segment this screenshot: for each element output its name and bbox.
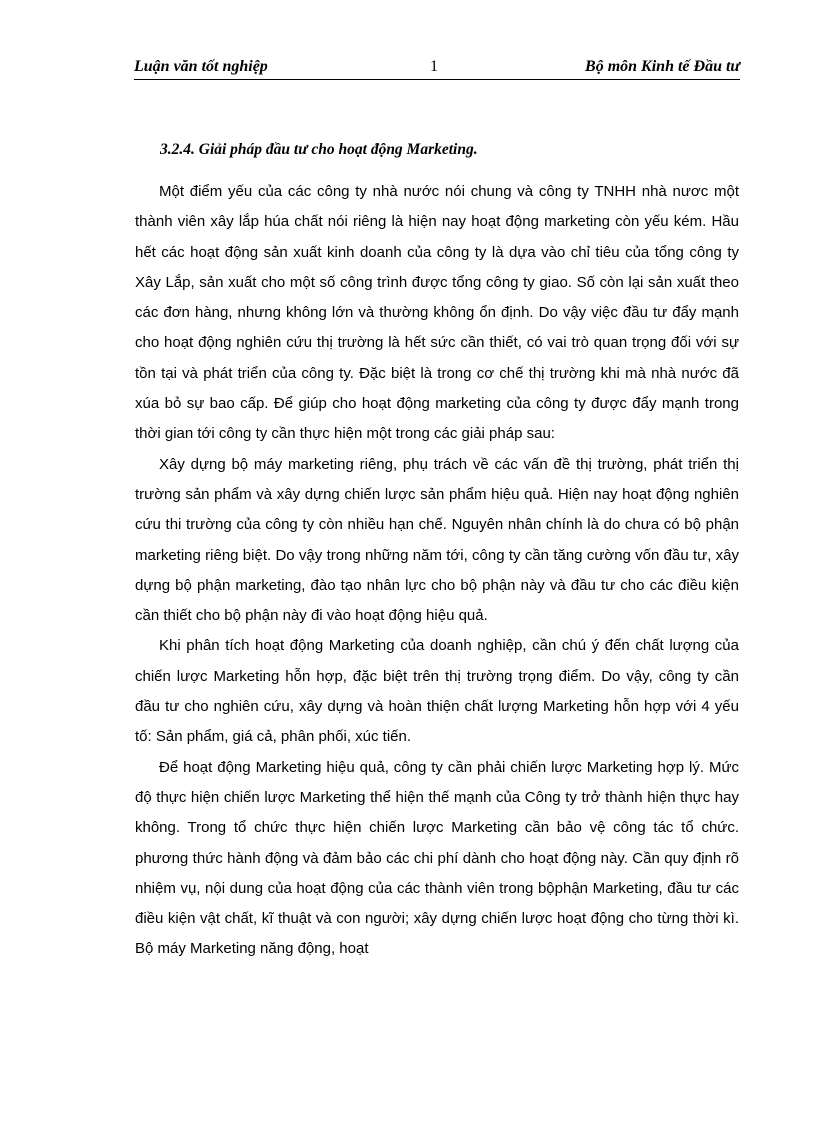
paragraph-1: Một điểm yếu của các công ty nhà nước nói chung và công ty TNHH nhà nươc một thành viên xây lắp húa chất nói riêng là hiện nay hoạt động marketing còn yếu kém. Hầu hết các hoạt động sản xuất kinh doanh của công ty là dựa vào chỉ tiêu của tổng công ty Xây Lắp, sản xuất cho một số công trình được tổng công ty giao. Số còn lại sản xuất theo các đơn hàng, nhưng không lớn và thường không ổn định. Do vậy việc đầu tư đẩy mạnh cho hoạt động nghiên cứu thị trường là hết sức cần thiết, có vai trò quan trọng đối với sự tồn tại và phát triển của công ty. Đặc biệt là trong cơ chế thị trường khi mà nhà nước đã xúa bỏ sự bao cấp. Để giúp cho hoạt động marketing của công ty được đẩy mạnh trong thời gian tới công ty cần thực hiện một trong các giải pháp sau: (135, 183, 739, 443)
page-header (134, 55, 740, 80)
paragraph-2: Xây dựng bộ máy marketing riêng, phụ trách về các vấn đề thị trường, phát triển thị trường sản phẩm và xây dựng chiến lược sản phẩm hiệu quả. Hiện nay hoạt động nghiên cứu thi trường của công ty còn nhiều hạn chế. Nguyên nhân chính là do chưa có bộ phận marketing riêng biệt. Do vậy trong những năm tới, công ty cần tăng cường vốn đầu tư, xây dựng bộ phận marketing, đào tạo nhân lực cho bộ phận này và đầu tư cho các điều kiện cần thiết cho bộ phận này đi vào hoạt động hiệu quả. (135, 455, 739, 625)
paragraph-4: Để hoạt động Marketing hiệu quả, công ty cần phải chiến lược Marketing hợp lý. Mức độ thực hiện chiến lược Marketing thể hiện thế mạnh của Công ty trở thành hiện thực hay không. Trong tổ chức thực hiện chiến lược Marketing cần bảo vệ công tác tổ chức. phương thức hành động và đảm bảo các chi phí dành cho hoạt động này. Cần quy định rõ nhiệm vụ, nội dung của hoạt động của các thành viên trong bộphận Marketing, đầu tư các điều kiện vật chất, kĩ thuật và con người; xây dựng chiến lược hoạt động cho từng thời kì. Bộ máy Marketing năng động, hoạt (135, 758, 739, 958)
body-text (135, 177, 739, 965)
paragraph-3: Khi phân tích hoạt động Marketing của doanh nghiệp, cần chú ý đến chất lượng của chiến lược Marketing hỗn hợp, đặc biệt trên thị trường trọng điểm. Do vậy, công ty cần đầu tư cho nghiên cứu, xây dựng và hoàn thiện chất lượng Marketing hỗn hợp với 4 yếu tố: Sản phẩm, giá cả, phân phối, xúc tiến. (135, 637, 739, 746)
header-page-number: 1 (430, 58, 438, 75)
header-thesis-label: Luận văn tốt nghiệp (134, 58, 268, 75)
header-department-label: Bộ môn Kinh tế Đầu tư (585, 58, 740, 75)
section-heading: 3.2.4. Giải pháp đầu tư cho hoạt động Marketing. (160, 141, 478, 158)
